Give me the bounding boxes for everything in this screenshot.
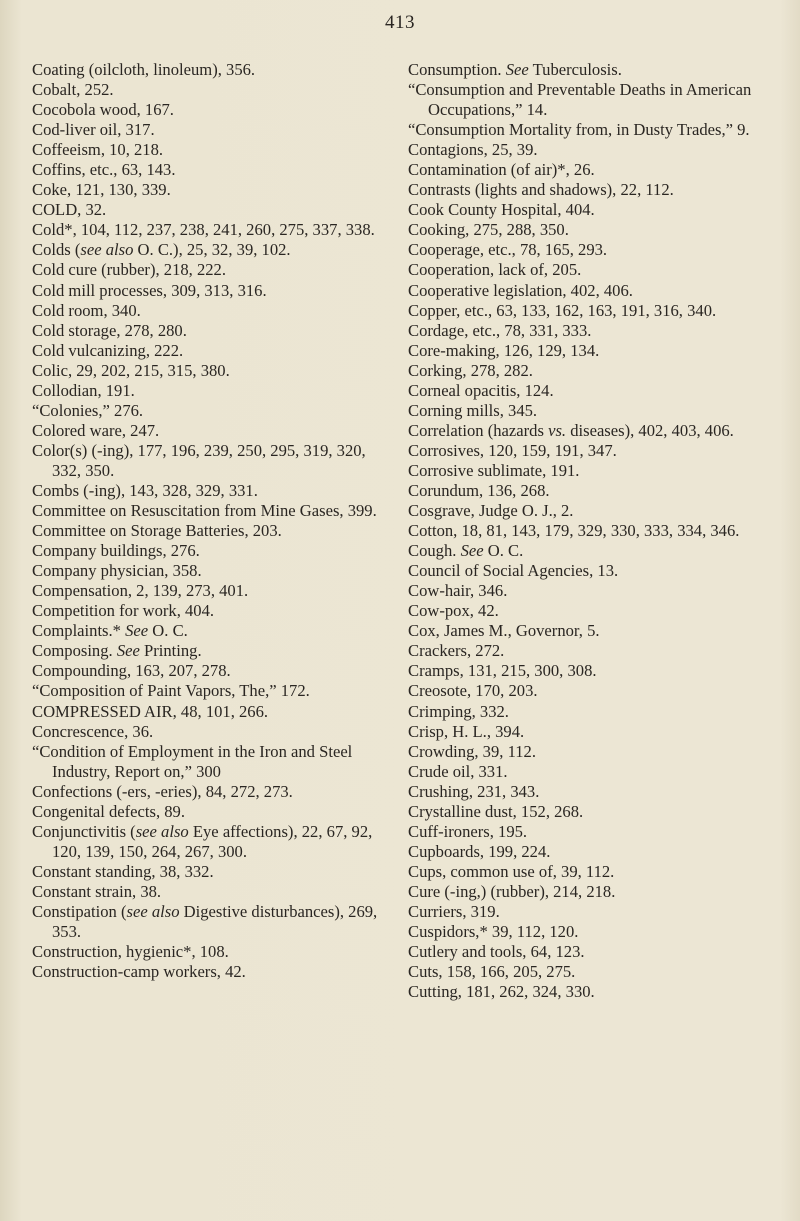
index-entry bbox=[32, 301, 384, 321]
index-entry bbox=[32, 341, 384, 361]
entry-text: Copper, etc., 63, 133, 162, 163, 191, 316, 340. bbox=[408, 300, 717, 320]
entry-text: Corneal opacitis, 124. bbox=[408, 380, 554, 400]
entry-text: Concrescence, 36. bbox=[32, 721, 154, 741]
entry-text: Cow-hair, 346. bbox=[408, 581, 508, 601]
cross-reference-term: See bbox=[125, 621, 149, 641]
entry-text: Cold*, 104, 112, 237, 238, 241, 260, 275, 337, 338. bbox=[32, 220, 375, 240]
index-entry bbox=[32, 902, 384, 942]
entry-text: Cold vulcanizing, 222. bbox=[32, 340, 184, 360]
entry-text: Crowding, 39, 112. bbox=[408, 741, 536, 761]
index-entry bbox=[32, 501, 384, 521]
entry-text: Confections (-ers, -eries), 84, 272, 273. bbox=[32, 781, 293, 801]
entry-text: Cutlery and tools, 64, 123. bbox=[408, 942, 585, 962]
index-entry bbox=[408, 80, 778, 120]
index-entry bbox=[408, 561, 778, 581]
entry-text: Cocobola wood, 167. bbox=[32, 100, 174, 120]
index-entry bbox=[32, 321, 384, 341]
entry-text: Collodian, 191. bbox=[32, 380, 135, 400]
index-column-right bbox=[408, 60, 778, 1002]
entry-text: Cupboards, 199, 224. bbox=[408, 841, 551, 861]
index-entry bbox=[32, 80, 384, 100]
entry-text: Contagions, 25, 39. bbox=[408, 140, 538, 160]
index-entry bbox=[32, 421, 384, 441]
index-entry bbox=[32, 381, 384, 401]
entry-text: Curriers, 319. bbox=[408, 901, 500, 921]
entry-text: Corundum, 136, 268. bbox=[408, 480, 550, 500]
entry-text: COMPRESSED AIR, 48, 101, 266. bbox=[32, 701, 269, 721]
entry-text: Crisp, H. L., 394. bbox=[408, 721, 525, 741]
entry-text: Coffins, etc., 63, 143. bbox=[32, 160, 176, 180]
index-entry bbox=[408, 902, 778, 922]
index-entry bbox=[32, 281, 384, 301]
entry-text: Cordage, etc., 78, 331, 333. bbox=[408, 320, 592, 340]
index-entry bbox=[32, 260, 384, 280]
index-entry bbox=[408, 260, 778, 280]
index-entry bbox=[32, 802, 384, 822]
entry-text: Cook County Hospital, 404. bbox=[408, 200, 595, 220]
entry-text: Cooperation, lack of, 205. bbox=[408, 260, 582, 280]
entry-text: Correlation (hazards bbox=[408, 420, 549, 440]
entry-text: Corrosive sublimate, 191. bbox=[408, 460, 580, 480]
cross-reference-term: see also bbox=[126, 901, 180, 921]
cross-reference-term: See bbox=[116, 641, 140, 661]
index-entry bbox=[408, 661, 778, 681]
entry-text: Cure (-ing,) (rubber), 214, 218. bbox=[408, 881, 616, 901]
index-entry bbox=[408, 762, 778, 782]
entry-text: Company buildings, 276. bbox=[32, 541, 200, 561]
index-entry bbox=[408, 782, 778, 802]
entry-text: O. C. bbox=[483, 541, 524, 561]
index-entry bbox=[32, 942, 384, 962]
entry-text: Cooking, 275, 288, 350. bbox=[408, 220, 569, 240]
entry-text: Corrosives, 120, 159, 191, 347. bbox=[408, 440, 617, 460]
entry-text: Competition for work, 404. bbox=[32, 601, 215, 621]
entry-text: Cough. bbox=[408, 541, 461, 561]
index-entry bbox=[32, 702, 384, 722]
entry-text: Crude oil, 331. bbox=[408, 761, 508, 781]
entry-text: Digestive disturbances), 269, 353. bbox=[52, 901, 378, 942]
entry-text: Crimping, 332. bbox=[408, 701, 509, 721]
index-entry bbox=[408, 882, 778, 902]
index-entry bbox=[408, 301, 778, 321]
index-entry bbox=[408, 521, 778, 541]
index-entry bbox=[408, 942, 778, 962]
entry-text: Coffeeism, 10, 218. bbox=[32, 140, 164, 160]
index-entry bbox=[32, 601, 384, 621]
entry-text: Constant strain, 38. bbox=[32, 881, 162, 901]
index-entry bbox=[32, 681, 384, 701]
index-entry bbox=[32, 641, 384, 661]
entry-text: Tuberculosis. bbox=[528, 60, 622, 79]
entry-text: Conjunctivitis ( bbox=[32, 821, 136, 841]
index-entry bbox=[408, 140, 778, 160]
entry-text: Colds ( bbox=[32, 240, 81, 260]
entry-text: Cox, James M., Governor, 5. bbox=[408, 621, 600, 641]
index-entry bbox=[408, 220, 778, 240]
entry-text: Cuspidors,* 39, 112, 120. bbox=[408, 922, 579, 942]
entry-text: Council of Social Agencies, 13. bbox=[408, 561, 619, 581]
entry-text: Committee on Storage Batteries, 203. bbox=[32, 521, 282, 541]
index-entry bbox=[32, 742, 384, 782]
index-entry bbox=[32, 441, 384, 481]
index-entry bbox=[408, 681, 778, 701]
index-entry bbox=[408, 501, 778, 521]
entry-text: Cooperative legislation, 402, 406. bbox=[408, 280, 633, 300]
entry-text: Eye affections), 22, 67, 92, 120, 139, 150, 264, 267, 300. bbox=[52, 821, 373, 861]
index-entry bbox=[32, 621, 384, 641]
entry-text: “Consumption and Preventable Deaths in American Occupations,” 14. bbox=[408, 80, 752, 120]
entry-text: Combs (-ing), 143, 328, 329, 331. bbox=[32, 480, 258, 500]
entry-text: Cups, common use of, 39, 112. bbox=[408, 861, 615, 881]
entry-text: Cold storage, 278, 280. bbox=[32, 320, 187, 340]
entry-text: Colic, 29, 202, 215, 315, 380. bbox=[32, 360, 230, 380]
entry-text: Printing. bbox=[139, 641, 202, 661]
index-entry bbox=[408, 160, 778, 180]
index-entry bbox=[32, 862, 384, 882]
entry-text: Complaints.* bbox=[32, 621, 126, 641]
index-column-left bbox=[32, 60, 384, 982]
entry-text: Core-making, 126, 129, 134. bbox=[408, 340, 600, 360]
index-entry bbox=[32, 140, 384, 160]
index-entry bbox=[408, 962, 778, 982]
index-entry bbox=[408, 621, 778, 641]
entry-text: Cod-liver oil, 317. bbox=[32, 120, 155, 140]
index-entry bbox=[408, 361, 778, 381]
index-entry bbox=[408, 200, 778, 220]
index-entry bbox=[32, 100, 384, 120]
index-entry bbox=[32, 561, 384, 581]
entry-text: Crystalline dust, 152, 268. bbox=[408, 801, 584, 821]
entry-text: Compensation, 2, 139, 273, 401. bbox=[32, 581, 249, 601]
index-entry bbox=[408, 381, 778, 401]
entry-text: Cooperage, etc., 78, 165, 293. bbox=[408, 240, 608, 260]
entry-text: Corning mills, 345. bbox=[408, 400, 538, 420]
entry-text: Color(s) (-ing), 177, 196, 239, 250, 295, 319, 320, 332, 350. bbox=[32, 440, 366, 480]
index-entry bbox=[32, 541, 384, 561]
index-entry bbox=[408, 541, 778, 561]
entry-text: Coating (oilcloth, linoleum), 356. bbox=[32, 60, 256, 79]
entry-text: Colored ware, 247. bbox=[32, 420, 160, 440]
index-entry bbox=[408, 922, 778, 942]
page-number: 413 bbox=[385, 12, 415, 33]
index-entry bbox=[32, 60, 384, 80]
index-entry bbox=[408, 702, 778, 722]
index-entry bbox=[32, 200, 384, 220]
index-entry bbox=[408, 481, 778, 501]
cross-reference-term: See bbox=[460, 541, 484, 561]
index-entry bbox=[408, 862, 778, 882]
entry-text: Company physician, 358. bbox=[32, 561, 202, 581]
index-entry bbox=[408, 281, 778, 301]
index-entry bbox=[408, 401, 778, 421]
index-entry bbox=[408, 461, 778, 481]
entry-text: Cuff-ironers, 195. bbox=[408, 821, 528, 841]
entry-text: Coke, 121, 130, 339. bbox=[32, 180, 171, 200]
index-entry bbox=[408, 341, 778, 361]
entry-text: Creosote, 170, 203. bbox=[408, 681, 538, 701]
entry-text: Crushing, 231, 343. bbox=[408, 781, 540, 801]
index-entry bbox=[32, 220, 384, 240]
entry-text: COLD, 32. bbox=[32, 200, 107, 220]
entry-text: “Composition of Paint Vapors, The,” 172. bbox=[32, 681, 310, 701]
entry-text: Cuts, 158, 166, 205, 275. bbox=[408, 962, 576, 982]
index-entry bbox=[32, 661, 384, 681]
index-entry bbox=[408, 802, 778, 822]
entry-text: O. C. bbox=[148, 621, 188, 641]
index-entry bbox=[32, 240, 384, 260]
index-entry bbox=[32, 481, 384, 501]
index-entry bbox=[32, 882, 384, 902]
index-entry bbox=[32, 401, 384, 421]
cross-reference-term: vs. bbox=[548, 420, 567, 440]
index-entry bbox=[408, 842, 778, 862]
entry-text: Compounding, 163, 207, 278. bbox=[32, 661, 231, 681]
index-entry bbox=[32, 160, 384, 180]
index-entry bbox=[408, 601, 778, 621]
entry-text: O. C.), 25, 32, 39, 102. bbox=[133, 240, 291, 260]
entry-text: Contrasts (lights and shadows), 22, 112. bbox=[408, 180, 674, 200]
index-entry bbox=[32, 521, 384, 541]
index-entry bbox=[32, 962, 384, 982]
index-entry bbox=[408, 60, 778, 80]
entry-text: Constipation ( bbox=[32, 901, 127, 921]
entry-text: Cold room, 340. bbox=[32, 300, 141, 320]
index-entry bbox=[408, 421, 778, 441]
index-entry bbox=[32, 782, 384, 802]
entry-text: Composing. bbox=[32, 641, 117, 661]
entry-text: Construction-camp workers, 42. bbox=[32, 962, 246, 982]
entry-text: Consumption. bbox=[408, 60, 506, 79]
entry-text: Congenital defects, 89. bbox=[32, 801, 185, 821]
entry-text: Corking, 278, 282. bbox=[408, 360, 533, 380]
index-entry bbox=[408, 641, 778, 661]
index-entry bbox=[408, 240, 778, 260]
index-entry bbox=[32, 581, 384, 601]
entry-text: “Condition of Employment in the Iron and Steel Industry, Report on,” 300 bbox=[32, 741, 353, 781]
index-entry bbox=[32, 722, 384, 742]
index-entry bbox=[32, 361, 384, 381]
entry-text: Cosgrave, Judge O. J., 2. bbox=[408, 501, 574, 521]
entry-text: Cutting, 181, 262, 324, 330. bbox=[408, 982, 595, 1002]
entry-text: diseases), 402, 403, 406. bbox=[566, 420, 734, 440]
entry-text: Cow-pox, 42. bbox=[408, 601, 499, 621]
index-entry bbox=[408, 321, 778, 341]
index-entry bbox=[408, 722, 778, 742]
index-entry bbox=[408, 982, 778, 1002]
index-entry bbox=[32, 180, 384, 200]
index-entry bbox=[408, 581, 778, 601]
entry-text: Cramps, 131, 215, 300, 308. bbox=[408, 661, 597, 681]
entry-text: Cold mill processes, 309, 313, 316. bbox=[32, 280, 267, 300]
entry-text: Contamination (of air)*, 26. bbox=[408, 160, 595, 180]
index-entry bbox=[408, 120, 778, 140]
entry-text: Construction, hygienic*, 108. bbox=[32, 942, 229, 962]
entry-text: Cotton, 18, 81, 143, 179, 329, 330, 333, 334, 346. bbox=[408, 521, 740, 541]
cross-reference-term: see also bbox=[80, 240, 134, 260]
cross-reference-term: See bbox=[505, 60, 529, 79]
entry-text: Cobalt, 252. bbox=[32, 80, 114, 100]
entry-text: Constant standing, 38, 332. bbox=[32, 861, 214, 881]
index-entry bbox=[408, 180, 778, 200]
entry-text: Committee on Resuscitation from Mine Gases, 399. bbox=[32, 501, 377, 521]
entry-text: “Colonies,” 276. bbox=[32, 400, 144, 420]
index-entry bbox=[408, 742, 778, 762]
index-entry bbox=[32, 822, 384, 862]
cross-reference-term: see also bbox=[135, 821, 189, 841]
index-entry bbox=[408, 822, 778, 842]
index-entry bbox=[32, 120, 384, 140]
index-entry bbox=[408, 441, 778, 461]
entry-text: Cold cure (rubber), 218, 222. bbox=[32, 260, 227, 280]
entry-text: “Consumption Mortality from, in Dusty Trades,” 9. bbox=[408, 120, 750, 140]
entry-text: Crackers, 272. bbox=[408, 641, 505, 661]
